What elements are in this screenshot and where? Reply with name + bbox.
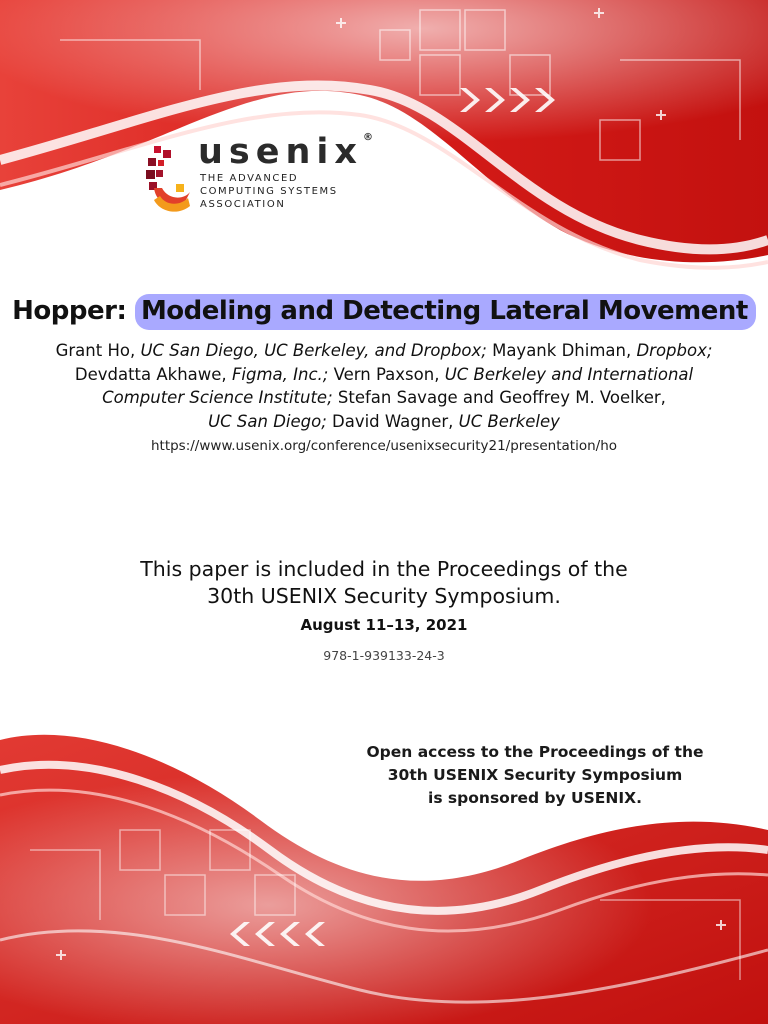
title-prefix: Hopper:	[12, 296, 127, 326]
logo-tagline-line-1: THE ADVANCED	[200, 173, 299, 184]
open-access-line-3: is sponsored by USENIX.	[428, 789, 642, 807]
conference-date: August 11–13, 2021	[300, 616, 468, 634]
proceedings-statement	[0, 556, 768, 610]
open-access-line-2: 30th USENIX Security Symposium	[387, 766, 683, 784]
title-highlighted-text: Modeling and Detecting Lateral Movement	[135, 294, 756, 330]
logo-tagline-line-2: COMPUTING SYSTEMS	[200, 186, 338, 197]
paper-title	[0, 296, 768, 326]
open-access-line-1: Open access to the Proceedings of the	[366, 743, 704, 761]
usenix-wordmark: usenix®	[198, 132, 373, 172]
logo-tagline-line-3: ASSOCIATION	[200, 199, 286, 210]
header-decorative-artwork	[0, 0, 768, 285]
red-wave-graphic	[0, 0, 768, 285]
paper-url-link[interactable]: https://www.usenix.org/conference/usenixsecurity21/presentation/ho	[150, 438, 618, 454]
author-list	[0, 339, 768, 433]
isbn-number: 978-1-939133-24-3	[323, 648, 445, 663]
usenix-logo-mark-icon	[146, 144, 192, 216]
author-line-4: UC San Diego; David Wagner, UC Berkeley	[208, 411, 560, 431]
author-line-1: Grant Ho, UC San Diego, UC Berkeley, and Dropbox; Mayank Dhiman, Dropbox;	[55, 341, 713, 360]
proceedings-line-1: This paper is included in the Proceedings of the	[140, 557, 628, 581]
author-line-2: Devdatta Akhawe, Figma, Inc.; Vern Paxson, UC Berkeley and International	[74, 364, 694, 384]
open-access-sponsor-note	[360, 741, 710, 810]
author-line-3: Computer Science Institute; Stefan Savage and Geoffrey M. Voelker,	[102, 388, 666, 407]
usenix-logo	[146, 132, 376, 220]
proceedings-line-2: 30th USENIX Security Symposium.	[207, 584, 561, 608]
